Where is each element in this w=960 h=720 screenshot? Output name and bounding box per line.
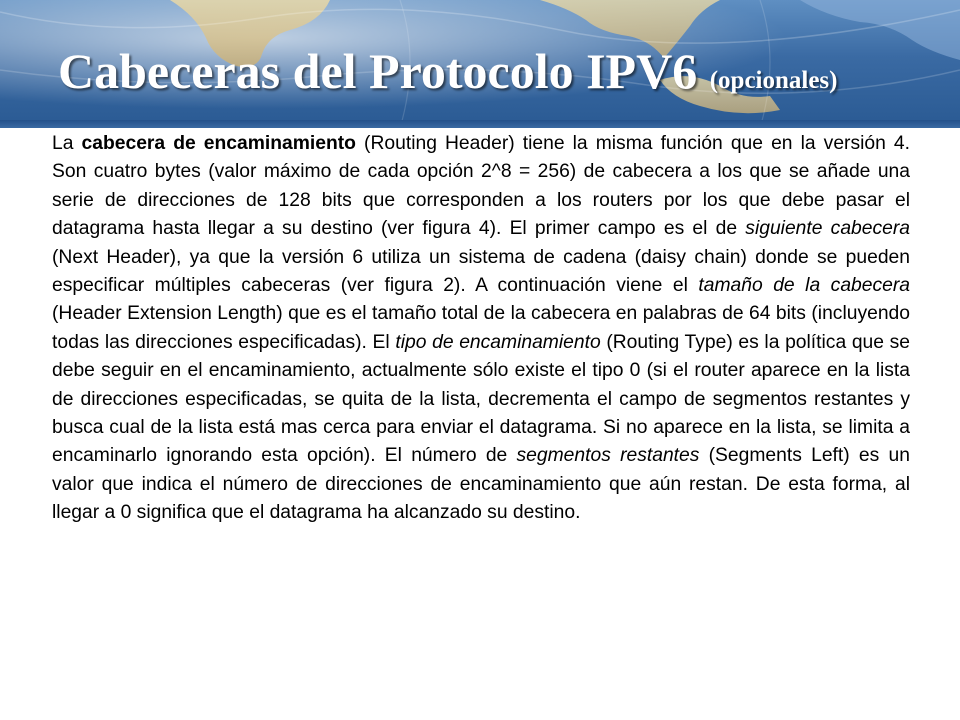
bold-term-routing-header: cabecera de encaminamiento bbox=[81, 133, 356, 154]
italic-term-next-header: siguiente cabecera bbox=[745, 218, 911, 240]
title-main: Cabeceras del Protocolo IPV6 bbox=[58, 43, 698, 99]
text-run: (Routing Type) es la política que se debe seguir en el encaminamiento, actualmente sólo existe el tipo 0 (si el router aparece en la lista de direcciones especificadas, se quita de la lista, decrementa el campo de segmentos restantes y busca cual de la lista está mas cerca para enviar el datagrama. Si no aparece en la lista, se limita a encaminarlo ignorando esta opción). El número de bbox=[52, 331, 911, 467]
text-run: (Segments Left) es un valor que indica el número de direcciones de encaminamiento que aún restan. De esta forma, al llegar a 0 significa que el datagrama ha alcanzado su destino. bbox=[52, 445, 910, 524]
italic-term-routing-type: tipo de encaminamiento bbox=[395, 331, 601, 353]
slide-title bbox=[58, 42, 838, 110]
text-run: (Routing Header) tiene la misma función que en la versión 4. Son cuatro bytes (valor máximo de cada opción 2^8 = 256) de cabecera a los que se añade una serie de direcciones de 128 bits que corresponden a los routers por los que debe pasar el datagrama hasta llegar a su destino (ver figura 4). El primer campo es el de bbox=[52, 133, 910, 240]
banner-divider bbox=[0, 120, 960, 128]
italic-term-segments-left: segmentos restantes bbox=[516, 445, 700, 467]
text-run: La bbox=[52, 133, 82, 154]
title-suffix: (opcionales) bbox=[709, 67, 838, 94]
text-run: (Next Header), ya que la versión 6 utiliza un sistema de cadena (daisy chain) donde se pueden especificar múltiples cabeceras (ver figura 2). A continuación viene el bbox=[52, 246, 910, 297]
text-run: (Header Extension Length) que es el tamaño total de la cabecera en palabras de 64 bits (incluyendo todas las direcciones especificadas). El bbox=[52, 303, 910, 353]
body-paragraph bbox=[52, 130, 910, 528]
italic-term-header-length: tamaño de la cabecera bbox=[698, 275, 910, 297]
